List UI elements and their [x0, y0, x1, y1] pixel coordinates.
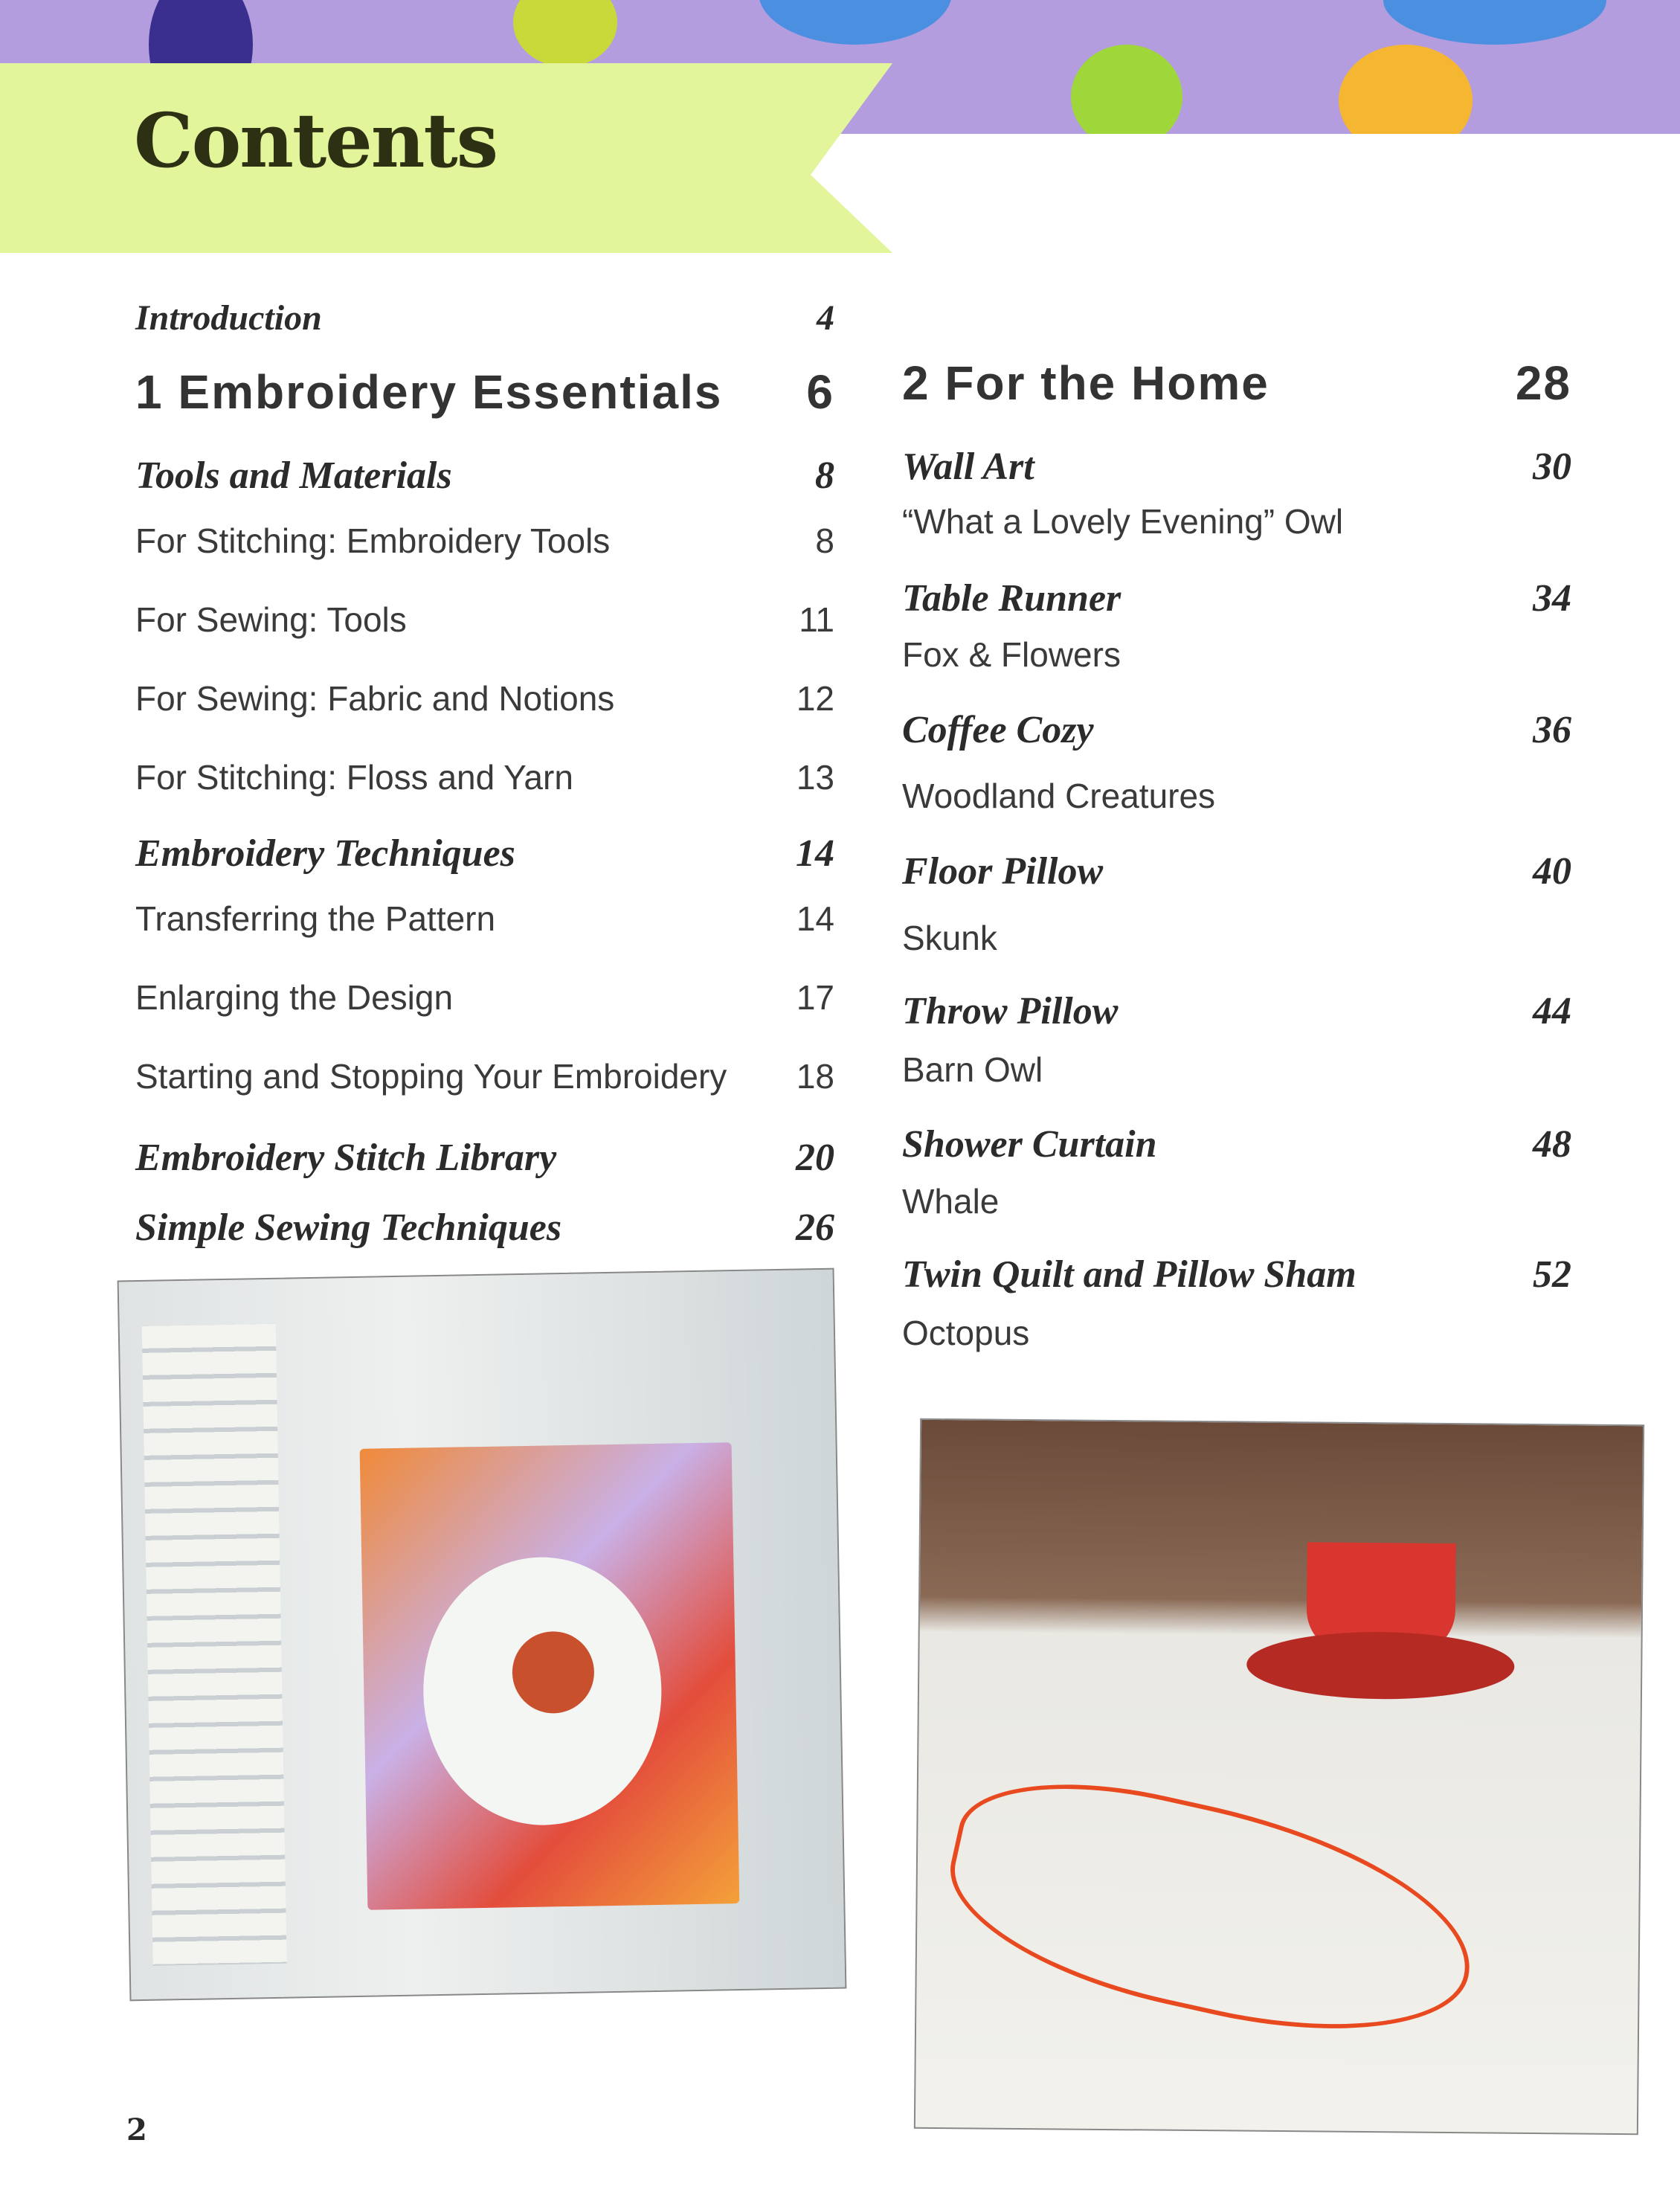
project-subtitle: [902, 634, 1571, 675]
entry-label: Enlarging the Design: [135, 978, 454, 1017]
entry-label: Embroidery Techniques: [135, 832, 515, 875]
entry-page: 26: [796, 1206, 834, 1249]
toc-subentry[interactable]: [135, 899, 834, 939]
entry-page: 12: [796, 679, 834, 718]
entry-page: 40: [1533, 850, 1571, 893]
fox-table-runner-photo: [914, 1418, 1644, 2135]
subtitle-text: Woodland Creatures: [902, 777, 1216, 815]
entry-label: Coffee Cozy: [902, 709, 1094, 751]
entry-page: 34: [1533, 577, 1571, 620]
toc-entry[interactable]: [135, 1206, 834, 1250]
entry-page: 11: [799, 600, 834, 639]
toc-project[interactable]: [902, 1122, 1571, 1166]
toc-project[interactable]: [902, 1253, 1571, 1296]
project-subtitle: [902, 1313, 1571, 1353]
header-cutout: [811, 134, 1680, 268]
toc-subentry[interactable]: [135, 977, 834, 1018]
project-subtitle: [902, 501, 1571, 542]
toc-entry[interactable]: [135, 1136, 834, 1180]
toc-project[interactable]: [902, 445, 1571, 489]
entry-page: 30: [1533, 446, 1571, 488]
entry-page: 8: [815, 454, 834, 497]
entry-label: For Stitching: Floss and Yarn: [135, 758, 573, 797]
entry-page: 48: [1533, 1123, 1571, 1166]
entry-label: Shower Curtain: [902, 1123, 1157, 1166]
chapter-page: 6: [806, 365, 834, 419]
toc-project[interactable]: [902, 989, 1571, 1033]
project-subtitle: [902, 1050, 1571, 1090]
entry-page: 20: [796, 1137, 834, 1179]
chapter-label: 1 Embroidery Essentials: [135, 365, 723, 419]
toc-entry[interactable]: [135, 454, 834, 498]
entry-label: For Sewing: Tools: [135, 600, 407, 639]
toc-project[interactable]: [902, 708, 1571, 752]
toc-subentry[interactable]: [135, 521, 834, 561]
entry-page: 36: [1533, 709, 1571, 751]
entry-page: 18: [796, 1057, 834, 1096]
entry-label: Simple Sewing Techniques: [135, 1206, 562, 1249]
toc-chapter-1[interactable]: [135, 364, 834, 420]
entry-page: 13: [796, 758, 834, 797]
subtitle-text: “What a Lovely Evening” Owl: [902, 502, 1344, 541]
entry-label: Throw Pillow: [902, 990, 1119, 1032]
subtitle-text: Barn Owl: [902, 1050, 1043, 1089]
toc-project[interactable]: [902, 576, 1571, 620]
chapter-page: 28: [1515, 356, 1571, 410]
subtitle-text: Whale: [902, 1182, 1000, 1221]
entry-page: 44: [1533, 990, 1571, 1032]
entry-page: 14: [796, 899, 834, 938]
entry-label: Twin Quilt and Pillow Sham: [902, 1253, 1356, 1296]
entry-page: 4: [817, 298, 834, 338]
entry-page: 8: [815, 521, 834, 560]
project-subtitle: [902, 776, 1571, 816]
toc-subentry[interactable]: [135, 600, 834, 640]
toc-entry[interactable]: [135, 832, 834, 875]
toc-chapter-2[interactable]: [902, 356, 1571, 411]
toc-subentry[interactable]: [135, 757, 834, 797]
entry-label: Embroidery Stitch Library: [135, 1137, 557, 1179]
entry-label: For Stitching: Embroidery Tools: [135, 521, 611, 560]
entry-page: 52: [1533, 1253, 1571, 1296]
entry-label: Transferring the Pattern: [135, 899, 496, 938]
entry-page: 17: [796, 978, 834, 1017]
subtitle-text: Octopus: [902, 1314, 1030, 1352]
subtitle-text: Skunk: [902, 919, 997, 957]
subtitle-text: Fox & Flowers: [902, 635, 1121, 674]
entry-label: Tools and Materials: [135, 454, 452, 497]
entry-label: Introduction: [135, 298, 322, 338]
toc-entry-introduction[interactable]: [135, 298, 834, 338]
entry-label: Table Runner: [902, 577, 1121, 620]
page-number: 2: [126, 2112, 147, 2147]
entry-label: For Sewing: Fabric and Notions: [135, 679, 615, 718]
toc-subentry[interactable]: [135, 1056, 834, 1096]
tote-bag-photo: [118, 1268, 847, 2002]
chapter-label: 2 For the Home: [902, 356, 1269, 410]
project-subtitle: [902, 1181, 1571, 1221]
page-title: Contents: [134, 97, 498, 184]
entry-page: 14: [796, 832, 834, 875]
project-subtitle: [902, 918, 1571, 958]
entry-label: Starting and Stopping Your Embroidery: [135, 1057, 727, 1096]
toc-subentry[interactable]: [135, 678, 834, 719]
entry-label: Wall Art: [902, 446, 1034, 488]
entry-label: Floor Pillow: [902, 850, 1104, 893]
toc-project[interactable]: [902, 849, 1571, 893]
